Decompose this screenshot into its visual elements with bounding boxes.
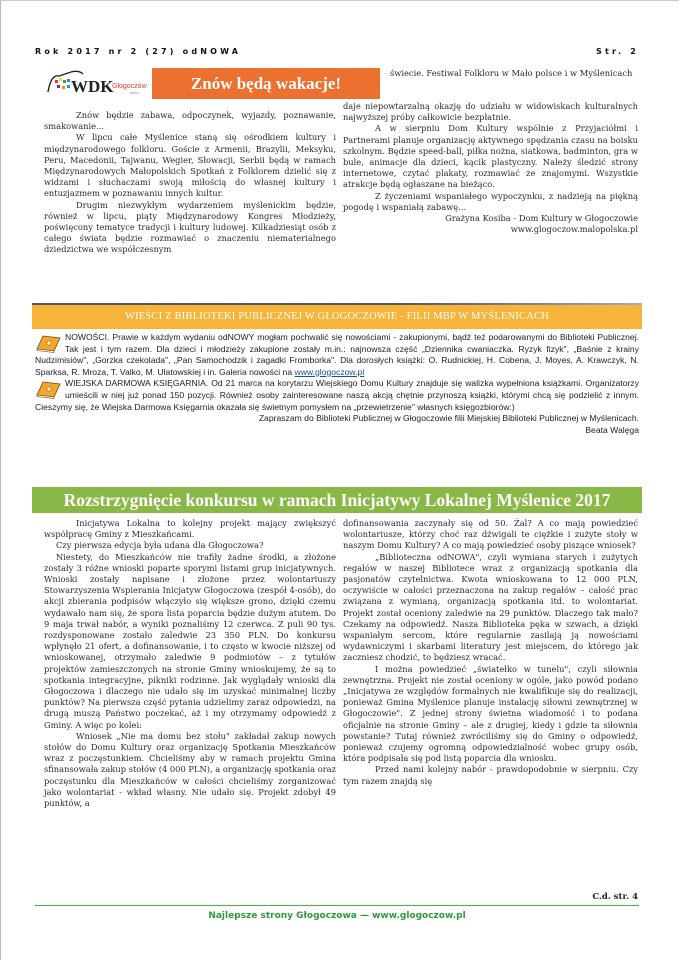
- library-bookstore: [35, 378, 639, 413]
- library-invite: Zapraszam do Biblioteki Publicznej w Głogoczowie filii Miejskiej Biblioteki Publicznej w Myślenicach.: [258, 413, 639, 424]
- paragraph: dofinansowania zaczynały się od 50. Żal? A co mają powiedzieć wolontariusze, którzy choć raz dźwigali te ciężkie i zużyte stoły w naszym Domu Kultury? A co mają powiedzieć osoby piszące wniosek?: [343, 518, 638, 551]
- paragraph: I można powiedzieć „światełko w tunelu", czyli siłownia zewnętrzna. Projekt nie został oceniony w ogóle, jako powód podano „Inicjatywa ze względów formalnych nie kwalifikuje się do realizacji, ponieważ Gmina Myślenice planuje instalację siłowni zewnętrznej w Głogoczowie". Z jednej strony świetna wiadomość i to podana oficjalnie na stronie Gminy – ale z drugiej, kiedy i gdzie ta siłownia powstanie? Tutaj również zwróciliśmy się do Gminy o odpowiedź, ponieważ czujemy ogromną odpowiedzialność wobec grupy osób, która podpisała się pod listą poparcia dla wniosku.: [343, 663, 638, 764]
- paragraph: W lipcu całe Myślenice staną się ośrodkiem kultury i międzynarodowego folkloru. Goście z Armenii, Brazylii, Meksyku, Peru, Macedonii, Tajwanu, Wegier, Słowacji, Serbii będą w ramach Międzynarodowych Małopolskich Spotkań z Folklorem dzielić się z widzami i słuchaczami swoją miłością do własnej kultury i entuzjazmem w poznawaniu innych kultur.: [44, 132, 336, 199]
- library-news: [35, 332, 639, 378]
- signature: Grażyna Kosiba - Dom Kultury w Głogoczowie: [445, 213, 638, 224]
- paragraph: Niestety, do Mieszkańców nie trafiły żadne środki, a złożone zostały 3 różne wnioski poparte sporymi listami grup inicjatywnych. Wnioski zostały napisane i złożone przez wolontariuszy Stowarzyszenia Wspierania Inicjatyw Głogoczowa (zespół 4-osób), do akcji zbierania podpisów włączyło się większe grono, dzięki czemu wydawało nam się, że spora lista poparcia będzie dużym atutem. Do 9 maja trwał nabór, a wyniki poznaliśmy 12 czerwca. Z puli 90 tys. rozdysponowane zostało zaledwie 23 350 PLN. Do konkursu wpłynęło 21 ofert, a dofinansowanie, i to często w kwocie niższej od wnioskowanej, otrzymało zaledwie 9 podmiotów – z tytułów projektów zamieszczonych na stronie Gminy wnioskujemy, że są to spotkania integracyjne, pikniki rodzinne. Jak wyglądały wnioski dla Głogoczowa i dlaczego nie udało się im uzyskać minimalnej liczby punktów? Na pierwsza część pytania udzielimy zaraz odpowiedzi, na drugą muszą Państwo poczekać, aż i my otrzymamy odpowiedź z Gminy. A więc po kolei:: [44, 551, 336, 730]
- paragraph: „Biblioteczna odNOWA", czyli wymiana starych i zużytych regałów w naszej Bibliotece wraz z organizacją spotkania dla pasjonatów czytelnictwa. Kwota wnioskowana to 12 000 PLN, oczywiście w całości przeznaczona na zakup regałów – całość prac związana z wymianą, organizacją spotkania itd. to wolontariat. Projekt został oceniony zaledwie na 29 punktów. Dlaczego tak mało? Czekamy na odpowiedź. Nasza Biblioteka pęka w szwach, a dzięki wspaniałym sercom, które regularnie zasilają ją nowościami wydawniczymi i skarbami literatury jest miejscem, do którego jak zaczniesz chodzić, to będziesz wracać.: [343, 551, 638, 663]
- article2-column-2: [343, 518, 638, 787]
- article-title-initiative: Rozstrzygnięcie konkursu w ramach Inicjatywy Lokalnej Myślenice 2017: [32, 487, 642, 513]
- footer-text: Najlepsze strony Głogoczowa — www.glogoczow.pl: [208, 911, 466, 921]
- paragraph: Z życzeniami wspaniałego wypoczynku, z nadzieją na piękną pogodę i wspaniałą zabawę...: [343, 190, 638, 212]
- library-section: [35, 332, 639, 436]
- running-header: [35, 47, 639, 59]
- paragraph: daje niepowtarzalną okazję do udziału w widowiskach kulturalnych najwyższej próby całkowicie bezpłatnie.: [343, 101, 638, 123]
- wdk-logo-icon: [45, 68, 150, 98]
- svg-text:Głogoczów: Głogoczów: [112, 83, 147, 90]
- article1-column-1: [44, 110, 336, 256]
- continued-label: C.d. str. 4: [592, 892, 638, 902]
- website: www.glogoczow.malopolska.pl: [510, 224, 638, 235]
- wdk-logo: [45, 68, 150, 98]
- footer-divider: [35, 905, 639, 906]
- gallery-link[interactable]: www.glogoczow.pl: [294, 366, 365, 377]
- library-bookstore-text: WIEJSKA DARMOWA KSIĘGARNIA. Od 21 marca na korytarzu Wiejskiego Domu Kultury znajduje się walizka wypełniona książkami. Organizatorzy umieścili w niej już ponad 150 pozycji. Również osoby zainteresowane naszą akcją chętnie przynoszą książki, którymi chcą się podzielić z innym. Cieszymy się, że Wiejska Darmowa Księgarnia okazała się świetnym pomysłem na „przewietrzenie" własnych księgozbiorów:): [35, 378, 639, 412]
- paragraph: Inicjatywa Lokalna to kolejny projekt mający zwiększyć współpracę Gminy z Mieszkańcami.: [44, 518, 336, 540]
- library-news-text: NOWOŚCI. Prawie w każdym wydaniu odNOWY mogłam pochwalić się nowościami - zakupionymi, bądź też podarowanymi do Biblioteki Publicznej. Tak jest i tym razem. Dla dzieci i młodzieży zakupione zostały m.in.: najnowsza część „Dziennika cwaniaczka. Ryzyk fizyk", „Baśnie z krainy Nudzimisiów", „Gorzka czekolada", „Pan Samochodzik i zagadki Fromborka". Dla dorosłych książki: O. Rudnickiej, H. Cobena, J. Moyes, A. Krawczyk, N. Sparksa, R. Mroza, T. Valko, M. Ulatowskiej i in. Galeria nowości na: [35, 332, 639, 377]
- issue-label: Rok 2017 nr 2 (27) odNOWA: [35, 47, 242, 56]
- svg-text:MCKS: MCKS: [130, 91, 139, 95]
- book-icon: [35, 333, 61, 353]
- paragraph: Czy pierwsza edycja była udana dla Głogoczowa?: [56, 540, 264, 551]
- svg-text:WDK: WDK: [71, 77, 114, 96]
- article1-col2-top: świecie. Festiwal Folkloru w Mało polsce i w Myślenicach: [390, 68, 633, 78]
- article1-column-2: [343, 101, 638, 235]
- book-icon: [35, 379, 61, 399]
- paragraph: Znów będzie zabawa, odpoczynek, wyjazdy, poznawanie, smakowanie...: [44, 110, 336, 132]
- library-author: Beata Walęga: [585, 424, 639, 435]
- library-section-title: WIEŚCI Z BIBLIOTEKI PUBLICZNEJ W GŁOGOCZOWIE - FILII MBP W MYŚLENICACH: [32, 305, 642, 329]
- paragraph: A w sierpniu Dom Kultury wspólnie z Przyjaciółmi i Partnerami planuje organizację aktywnego spędzania czasu na boisku szkolnym. Będzie speed-ball, piłka nożna, siatkowa, badminton, gra w bule, animacje dla dzieci, kącik plastyczny. Należy śledzić strony internetowe, czytać plakaty, rozmawiać ze znajomymi. Wszystkie atrakcje będą ogłaszane na bieżąco.: [343, 123, 638, 190]
- article2-column-1: [44, 518, 336, 809]
- article-title-summer: Znów będą wakacje!: [152, 68, 380, 99]
- page-number: Str. 2: [596, 47, 639, 56]
- paragraph: Drugim niezwykłym wydarzeniem myślenickim będzie, również w lipcu, piąty Międzynarodowy Kongres Młodzieży, poświęcony tematyce tradycji i kultury ludowej. Kilkadziesiąt osób z całego świata będzie rozmawiać o znaczeniu niematerialnego dziedzictwa we współczesnym: [44, 199, 336, 255]
- paragraph: Wniosek „Nie ma domu bez stołu" zakładał zakup nowych stołów do Domu Kultury oraz organizację Spotkania Mieszkańców wraz z poczęstunkiem. Chcieliśmy aby w ramach projektu Gmina sfinansowała zakup stołów (4 000 PLN), a organizację spotkania oraz poczęstunku dla Mieszkańców w całości chcieliśmy zorganizować jako wolontariat - wkład własny. Nie udało się. Projekt zdobył 49 punktów, a: [44, 730, 336, 809]
- paragraph: Przed nami kolejny nabór - prawdopodobnie w sierpniu. Czy tym razem znajdą się: [343, 764, 638, 786]
